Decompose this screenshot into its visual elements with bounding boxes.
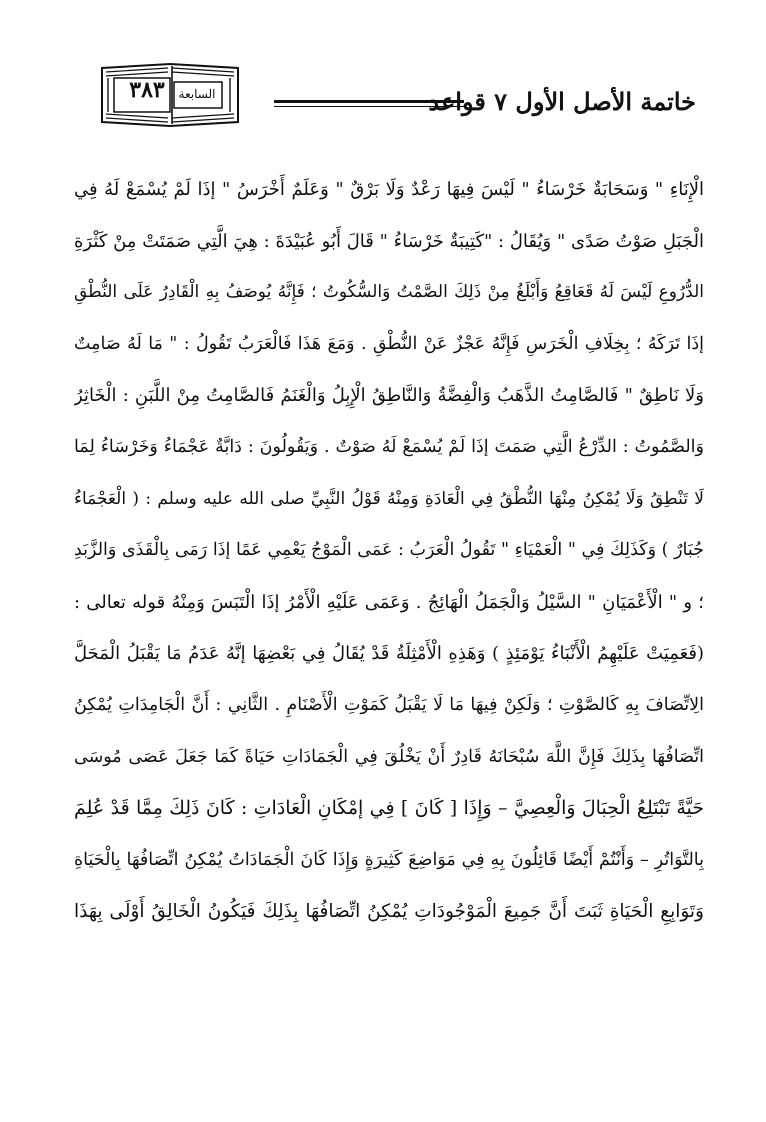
- page-number: ٣٨٣: [129, 77, 165, 103]
- text-line: بِالتَّوَاتُرِ – وَأَنْتُمْ أَيْضًا قَائِلُونَ بِهِ فِي مَوَاضِعَ كَثِيرَةٍ وَإِذَا كَانَ الْجَمَادَاتُ يُمْكِنُ اتِّصَافُهَا بِالْحَيَاةِ: [74, 849, 704, 870]
- text-line: الدُّرُوعِ لَيْسَ لَهُ قَعَاقِعُ وَأَبْلَغُ مِنْ ذَلِكَ الصَّمْتُ وَالسُّكُوتُ ؛ فَإِنَّهُ يُوصَفُ بِهِ الْقَادِرُ عَلَى النُّطْقِ: [74, 282, 704, 303]
- text-line: إذَا تَرَكَهُ ؛ بِخِلَافِ الْخَرَسِ فَإِنَّهُ عَجْزٌ عَنْ النُّطْقِ . وَمَعَ هَذَا فَالْعَرَبُ تَقُولُ : " مَا لَهُ صَامِتٌ: [74, 333, 704, 354]
- body-text: [74, 164, 704, 938]
- page-header: [98, 60, 696, 132]
- text-line: وَالصَّمُوتُ : الدِّرْعُ الَّتِي صَمَتَ إذَا لَمْ يُسْمَعْ لَهُ صَوْتٌ . وَيَقُولُونَ : دَابَّةٌ عَجْمَاءُ وَخَرْسَاءُ لِمَا: [74, 436, 704, 457]
- text-line: لَا تَنْطِقُ وَلَا يُمْكِنُ مِنْهَا النُّطْقُ فِي الْعَادَةِ وَمِنْهُ قَوْلُ النَّبِيِّ صلى الله عليه وسلم : ( الْعَجْمَاءُ: [74, 488, 704, 509]
- text-line: الِاتِّصَافَ بِهِ كَالصَّوْتِ ؛ وَلَكِنْ فِيهَا مَا لَا يَقْبَلُ كَمَوْتِ الْأَصْنَامِ . الثَّانِي : أَنَّ الْجَامِدَاتِ يُمْكِنُ: [74, 694, 704, 715]
- text-line: حَيَّةً تَبْتَلِعُ الْحِبَالَ وَالْعِصِيَّ – وَإِذَا [ كَانَ ] فِي إمْكَانِ الْعَادَاتِ : كَانَ ذَلِكَ مِمَّا قَدْ عُلِمَ: [74, 797, 704, 820]
- page-number-book-frame: [98, 60, 244, 132]
- text-line: وَلَا نَاطِقٌ " فَالصَّامِتُ الذَّهَبُ وَالْفِضَّةُ وَالنَّاطِقُ الْإِبِلُ وَالْغَنَمُ فَالصَّامِتُ مِنْ اللَّبَنِ : الْخَاثِرُ: [74, 385, 704, 407]
- text-line: الْإِنَاءِ " وَسَحَابَةٌ خَرْسَاءُ " لَيْسَ فِيهَا رَعْدٌ وَلَا بَرْقٌ " وَعَلَمٌ أَخْرَسُ " إذَا لَمْ يُسْمَعْ لَهُ فِي: [74, 179, 704, 200]
- text-line: اتِّصَافُهَا بِذَلِكَ فَإِنَّ اللَّهَ سُبْحَانَهُ قَادِرٌ أَنْ يَخْلُقَ فِي الْجَمَادَاتِ حَيَاةً كَمَا جَعَلَ عَصَى مُوسَى: [74, 746, 704, 767]
- text-line: (فَعَمِيَتْ عَلَيْهِمُ الْأَنْبَاءُ يَوْمَئِذٍ ) وَهَذِهِ الْأَمْثِلَةُ قَدْ يُقَالُ فِي بَعْضِهَا إنَّهُ عَدَمُ مَا يَقْبَلُ الْمَحَلَّ: [74, 643, 704, 665]
- edition-label: السابعة: [178, 87, 216, 101]
- text-line: الْجَبَلِ صَوْتُ صَدًى " وَيُقَالُ : "كَتِيبَةٌ خَرْسَاءُ " قَالَ أَبُو عُبَيْدَةَ : هِيَ الَّتِي صَمَتَتْ مِنْ كَثْرَةِ: [74, 230, 704, 252]
- text-line: وَتَوَابِعِ الْحَيَاةِ ثَبَتَ أَنَّ جَمِيعَ الْمَوْجُودَاتِ يُمْكِنُ اتِّصَافُهَا بِذَلِكَ فَيَكُونُ الْخَالِقُ أَوْلَى بِهَذَا: [74, 901, 704, 923]
- text-line: ؛ و " الْأَعْمَيَانِ " السَّيْلُ وَالْجَمَلُ الْهَائِجُ . وَعَمَى عَلَيْهِ الْأَمْرُ إذَا الْتَبَسَ وَمِنْهُ قوله تعالى :: [74, 591, 704, 613]
- text-line: جُبَارٌ ) وَكَذَلِكَ فِي " الْعَمْيَاءِ " تَقُولُ الْعَرَبُ : عَمَى الْمَوْجُ يَعْمِي عَمًا إذَا رَمَى بِالْقَذَى وَالزَّبَدِ: [74, 540, 704, 561]
- running-title: خاتمة الأصل الأول ٧ قواعد: [428, 87, 696, 116]
